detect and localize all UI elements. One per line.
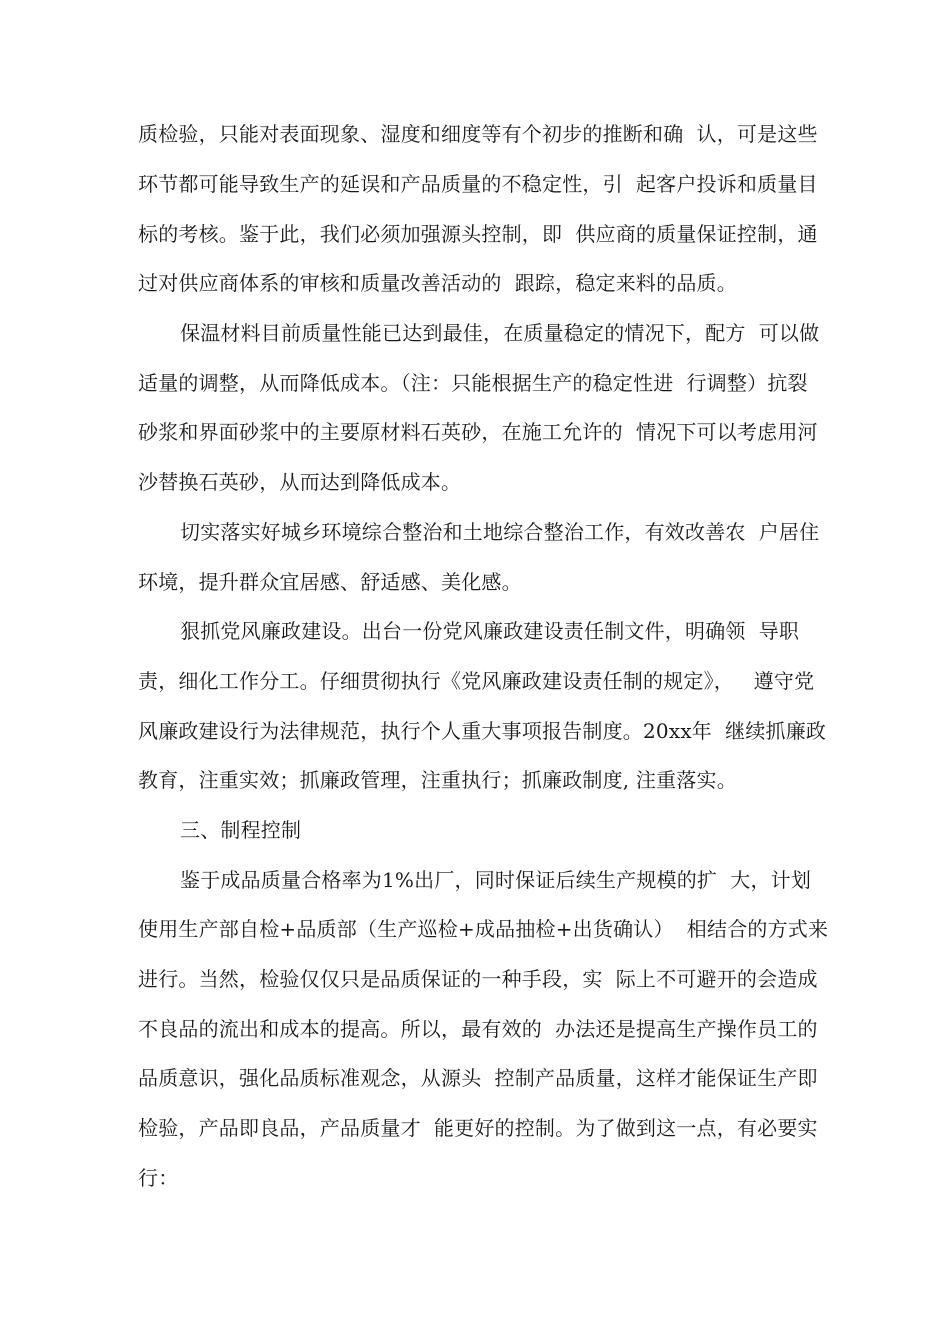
paragraph-first-line: 狠抓党风廉政建设。出台一份党风廉政建设责任制文件，明确领 导职 [180,619,800,643]
text-line: 环境，提升群众宜居感、舒适感、美化感。 [138,570,522,594]
text-line: 责，细化工作分工。仔细贯彻执行《党风廉政建设责任制的规定》， 遵守党 [138,669,815,693]
text-line: 不良品的流出和成本的提高。所以，最有效的 办法还是提高生产操作员工的 [138,1017,818,1041]
paragraph-first-line: 保温材料目前质量性能已达到最佳，在质量稳定的情况下，配方 可以做 [180,321,820,345]
text-line: 风廉政建设行为法律规范，执行个人重大事项报告制度。20xx年 继续抓廉政 [138,719,827,743]
text-line: 过对供应商体系的审核和质量改善活动的 跟踪，稳定来料的品质。 [138,271,737,295]
section-heading: 三、制程控制 [180,818,302,842]
text-line: 检验，产品即良品，产品质量才 能更好的控制。为了做到这一点，有必要实 [138,1116,818,1140]
text-line: 环节都可能导致生产的延误和产品质量的不稳定性，引 起客户投诉和质量目 [138,172,818,196]
paragraph-first-line: 鉴于成品质量合格率为1%出厂，同时保证后续生产规模的扩 大，计划 [180,868,812,892]
text-line: 质检验，只能对表面现象、湿度和细度等有个初步的推断和确 认，可是这些 [138,122,818,146]
text-line: 使用生产部自检+品质部（生产巡检+成品抽检+出货确认） 相结合的方式来 [138,917,829,941]
text-line: 适量的调整，从而降低成本。（注：只能根据生产的稳定性进 行调整）抗裂 [138,371,808,395]
paragraph-first-line: 切实落实好城乡环境综合整治和土地综合整治工作，有效改善农 户居住 [180,520,820,544]
text-line: 进行。当然，检验仅仅只是品质保证的一种手段，实 际上不可避开的会造成 [138,967,818,991]
text-line: 行： [138,1166,179,1190]
text-line: 教育，注重实效；抓廉政管理，注重执行；抓廉政制度, 注重落实。 [138,768,737,792]
text-line: 砂浆和界面砂浆中的主要原材料石英砂，在施工允许的 情况下可以考虑用河 [138,420,818,444]
text-line: 沙替换石英砂，从而达到降低成本。 [138,470,462,494]
text-line: 标的考核。鉴于此，我们必须加强源头控制，即 供应商的质量保证控制，通 [138,222,818,246]
text-line: 品质意识，强化品质标准观念，从源头 控制产品质量，这样才能保证生产即 [138,1066,818,1090]
